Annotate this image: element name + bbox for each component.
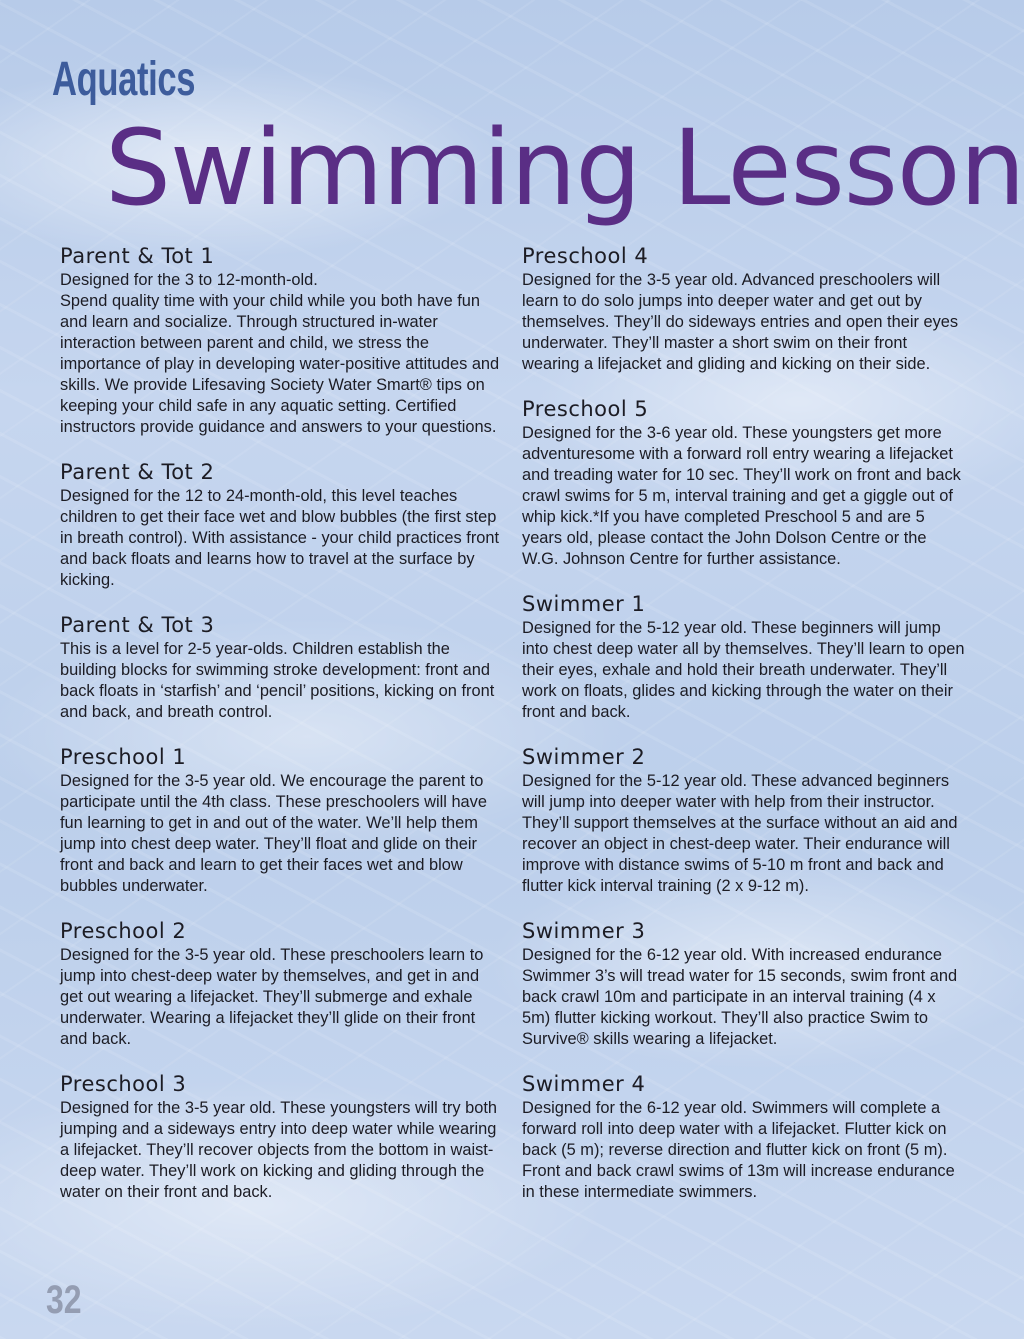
- lesson-description: Designed for the 3-5 year old. These youngsters will try both jumping and a sideways entry into deep water while wearing a lifejacket. They’ll recover objects from the bottom in waist-deep water. They’ll work on kicking and gliding through the water on their front and back.: [60, 1099, 498, 1201]
- lesson-title: Parent & Tot 2: [60, 460, 215, 484]
- lesson-preschool-5: [522, 395, 967, 570]
- lesson-title: Parent & Tot 1: [60, 244, 215, 268]
- lesson-title: Preschool 1: [60, 745, 187, 769]
- lesson-description: Designed for the 5-12 year old. These beginners will jump into chest deep water all by themselves. They’ll learn to open their eyes, exhale and hold their breath underwater. They’ll work on floats, glides and kicking through the water on their front and back.: [522, 619, 965, 721]
- lesson-description: Designed for the 3-5 year old. These preschoolers learn to jump into chest-deep water by themselves, and get in and get out wearing a lifejacket. They’ll submerge and exhale underwater. Wearing a lifejacket they’ll glide on their front and back.: [60, 946, 484, 1048]
- page-number: 32: [46, 1278, 82, 1322]
- lesson-title: Swimmer 2: [522, 745, 646, 769]
- lesson-title: Swimmer 4: [522, 1072, 646, 1096]
- lesson-swimmer-2: [522, 743, 967, 897]
- lesson-description: Designed for the 6-12 year old. With increased endurance Swimmer 3’s will tread water for 15 seconds, swim front and back crawl 10m and participate in an interval training (4 x 5m) flutter kicking workout. They’ll also practice Swim to Survive® skills wearing a lifejacket.: [522, 946, 958, 1048]
- lesson-title: Parent & Tot 3: [60, 613, 215, 637]
- lesson-title: Swimmer 1: [522, 592, 646, 616]
- lesson-description: Designed for the 3-5 year old. We encourage the parent to participate until the 4th class. These preschoolers will have fun learning to get in and out of the water. We’ll help them jump into chest deep water. They’ll float and glide on their front and back and learn to get their faces wet and blow bubbles underwater.: [60, 772, 487, 895]
- lesson-title: Preschool 2: [60, 919, 187, 943]
- lesson-description: Designed for the 5-12 year old. These advanced beginners will jump into deeper water with help from their instructor. They’ll support themselves at the surface without an aid and recover an object in chest-deep water. Their endurance will improve with distance swims of 5-10 m front and back and flutter kick interval training (2 x 9-12 m).: [522, 772, 958, 895]
- lesson-description: Designed for the 3-5 year old. Advanced preschoolers will learn to do solo jumps into deeper water and get out by themselves. They’ll do sideways entries and open their eyes underwater. They’ll master a short swim on their front wearing a lifejacket and gliding and kicking on their side.: [522, 271, 959, 373]
- lesson-description: Designed for the 3 to 12-month-old. Spend quality time with your child while you both have fun and learn and socialize. Through structured in-water interaction between parent and child, we stress the importance of play in developing water-positive attitudes and skills. We provide Lifesaving Society Water Smart® tips on keeping your child safe in any aquatic setting. Certified instructors provide guidance and answers to your questions.: [60, 271, 500, 436]
- lesson-description: Designed for the 6-12 year old. Swimmers will complete a forward roll into deep water with a lifejacket. Flutter kick on back (5 m); reverse direction and flutter kick on front (5 m). Front and back crawl swims of 13m will increase endurance in these intermediate swimmers.: [522, 1099, 955, 1201]
- lesson-title: Preschool 5: [522, 397, 649, 421]
- lesson-description: This is a level for 2-5 year-olds. Children establish the building blocks for swimming stroke development: front and back floats in ‘starfish’ and ‘pencil’ positions, kicking on front and back, and breath control.: [60, 640, 495, 721]
- section-label: Aquatics: [52, 53, 196, 106]
- page-title: Swimming Lesson: [105, 107, 1024, 229]
- lesson-title: Preschool 4: [522, 244, 649, 268]
- lesson-parent-tot-2: [60, 458, 505, 591]
- lesson-parent-tot-3: [60, 611, 505, 723]
- lesson-preschool-1: [60, 743, 505, 897]
- left-column: [60, 242, 505, 1223]
- lesson-parent-tot-1: [60, 242, 505, 438]
- lesson-description: Designed for the 3-6 year old. These youngsters get more adventuresome with a forward roll entry wearing a lifejacket and treading water for 10 sec. They’ll work on front and back crawl swims for 5 m, interval training and get a giggle out of whip kick.*If you have completed Preschool 5 and are 5 years old, please contact the John Dolson Centre or the W.G. Johnson Centre for further assistance.: [522, 424, 961, 568]
- lesson-description: Designed for the 12 to 24-month-old, this level teaches children to get their face wet and blow bubbles (the first step in breath control). With assistance - your child practices front and back floats and learns how to travel at the surface by kicking.: [60, 487, 500, 589]
- lesson-swimmer-1: [522, 590, 967, 723]
- lesson-preschool-3: [60, 1070, 505, 1203]
- lesson-swimmer-4: [522, 1070, 967, 1203]
- lesson-preschool-2: [60, 917, 505, 1050]
- lesson-swimmer-3: [522, 917, 967, 1050]
- lesson-preschool-4: [522, 242, 967, 375]
- lesson-title: Swimmer 3: [522, 919, 646, 943]
- lesson-title: Preschool 3: [60, 1072, 187, 1096]
- right-column: [522, 242, 967, 1223]
